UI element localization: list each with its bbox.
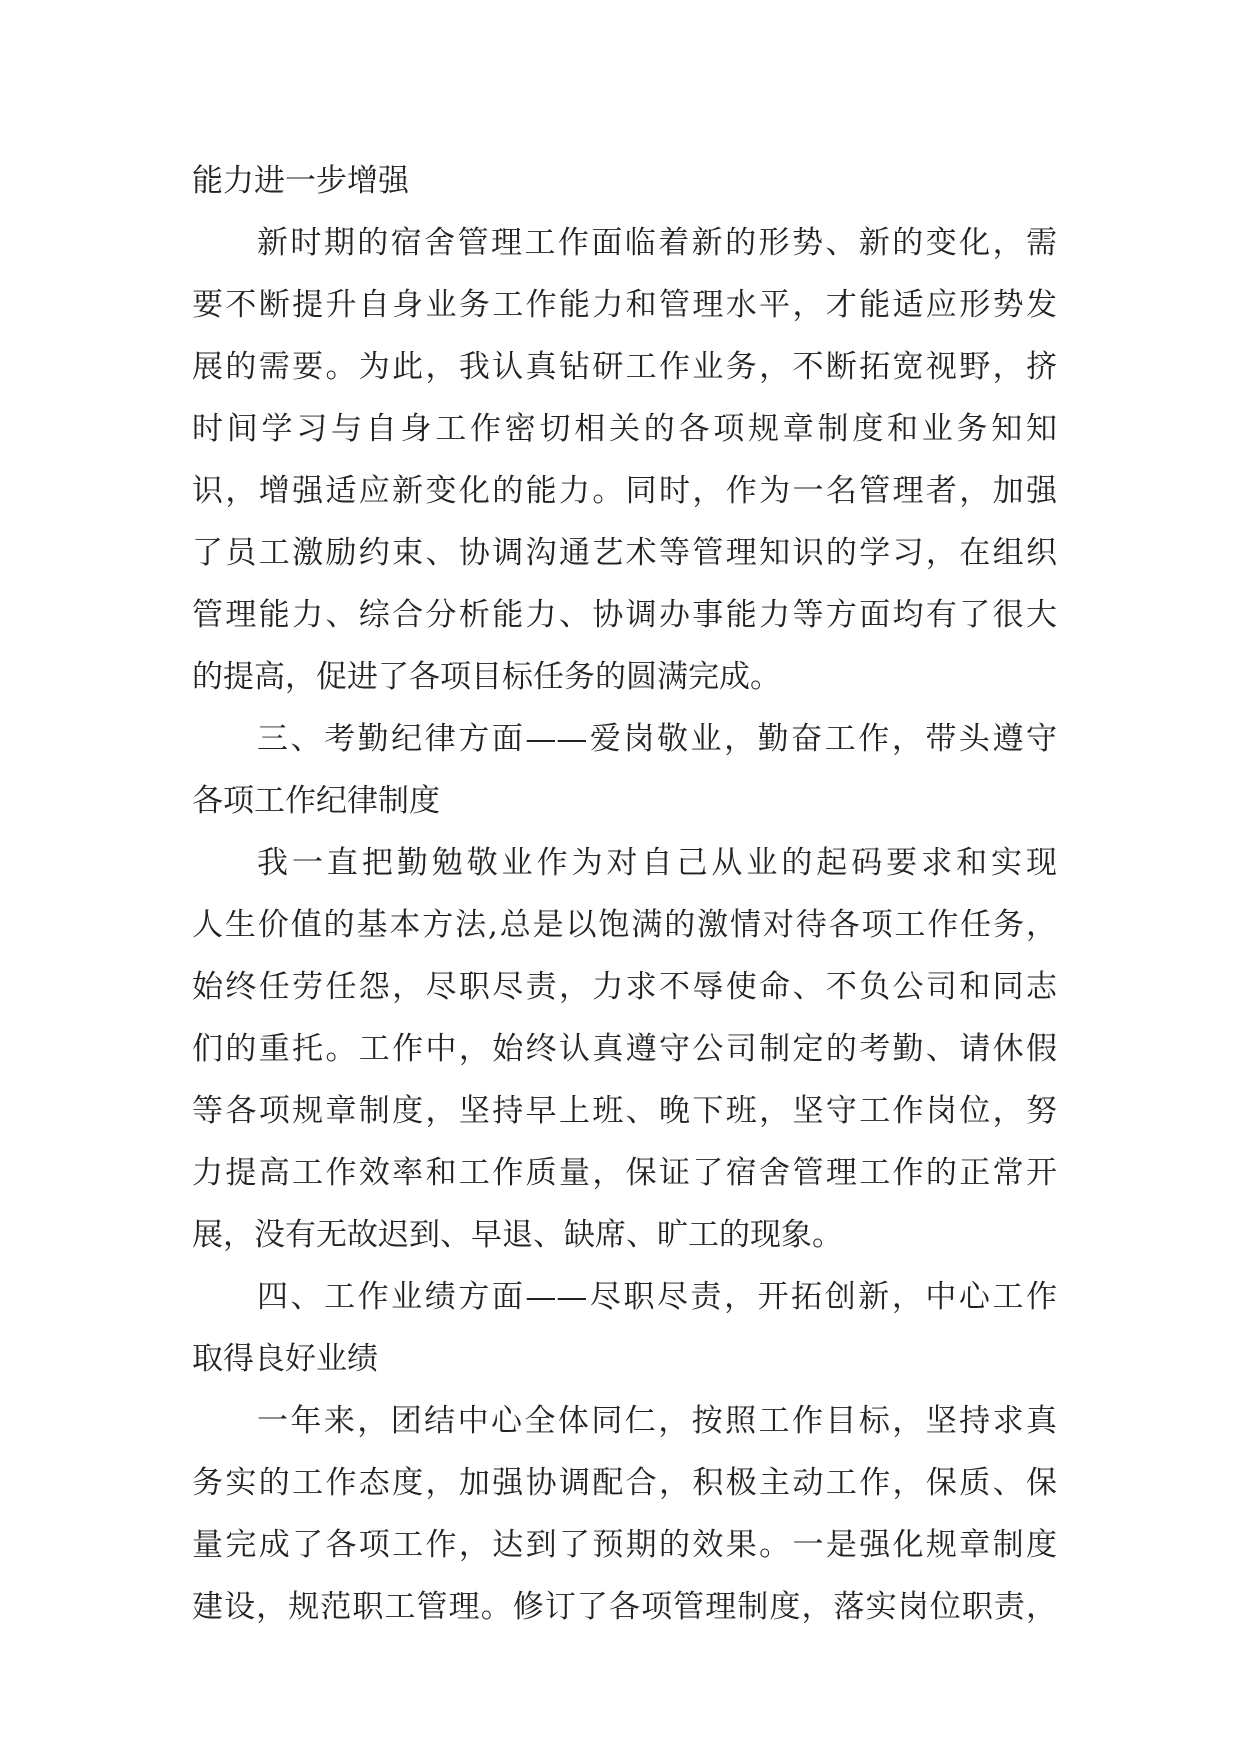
- paragraph-line: 建设，规范职工管理。修订了各项管理制度，落实岗位职责，: [192, 1589, 1057, 1625]
- paragraph-line: 的提高，促进了各项目标任务的圆满完成。: [192, 659, 781, 695]
- paragraph-line: 能力进一步增强: [192, 163, 409, 199]
- paragraph-line: 始终任劳任怨，尽职尽责，力求不辱使命、不负公司和同志: [192, 969, 1057, 1005]
- section-heading-line: 三、考勤纪律方面——爱岗敬业，勤奋工作，带头遵守: [257, 721, 1057, 757]
- paragraph-line: 人生价值的基本方法,总是以饱满的激情对待各项工作任务，: [192, 907, 1057, 943]
- section-heading-line: 四、工作业绩方面——尽职尽责，开拓创新，中心工作: [257, 1279, 1057, 1315]
- paragraph-line: 管理能力、综合分析能力、协调办事能力等方面均有了很大: [192, 597, 1057, 633]
- paragraph-line: 务实的工作态度，加强协调配合，积极主动工作，保质、保: [192, 1465, 1057, 1501]
- paragraph-line: 一年来，团结中心全体同仁，按照工作目标，坚持求真: [257, 1403, 1057, 1439]
- paragraph-line: 了员工激励约束、协调沟通艺术等管理知识的学习，在组织: [192, 535, 1057, 571]
- document-body: [192, 150, 1057, 1638]
- paragraph-line: 们的重托。工作中，始终认真遵守公司制定的考勤、请休假: [192, 1031, 1057, 1067]
- paragraph-line: 力提高工作效率和工作质量，保证了宿舍管理工作的正常开: [192, 1155, 1057, 1191]
- paragraph-line: 时间学习与自身工作密切相关的各项规章制度和业务知知: [192, 411, 1057, 447]
- paragraph-line: 识，增强适应新变化的能力。同时，作为一名管理者，加强: [192, 473, 1057, 509]
- section-heading-line: 取得良好业绩: [192, 1341, 378, 1377]
- section-heading-line: 各项工作纪律制度: [192, 783, 440, 819]
- paragraph-line: 展的需要。为此，我认真钻研工作业务，不断拓宽视野，挤: [192, 349, 1057, 385]
- paragraph-line: 量完成了各项工作，达到了预期的效果。一是强化规章制度: [192, 1527, 1057, 1563]
- paragraph-line: 新时期的宿舍管理工作面临着新的形势、新的变化，需: [257, 225, 1057, 261]
- paragraph-line: 等各项规章制度，坚持早上班、晚下班，坚守工作岗位，努: [192, 1093, 1057, 1129]
- paragraph-line: 我一直把勤勉敬业作为对自己从业的起码要求和实现: [257, 845, 1057, 881]
- paragraph-line: 要不断提升自身业务工作能力和管理水平，才能适应形势发: [192, 287, 1057, 323]
- paragraph-line: 展，没有无故迟到、早退、缺席、旷工的现象。: [192, 1217, 843, 1253]
